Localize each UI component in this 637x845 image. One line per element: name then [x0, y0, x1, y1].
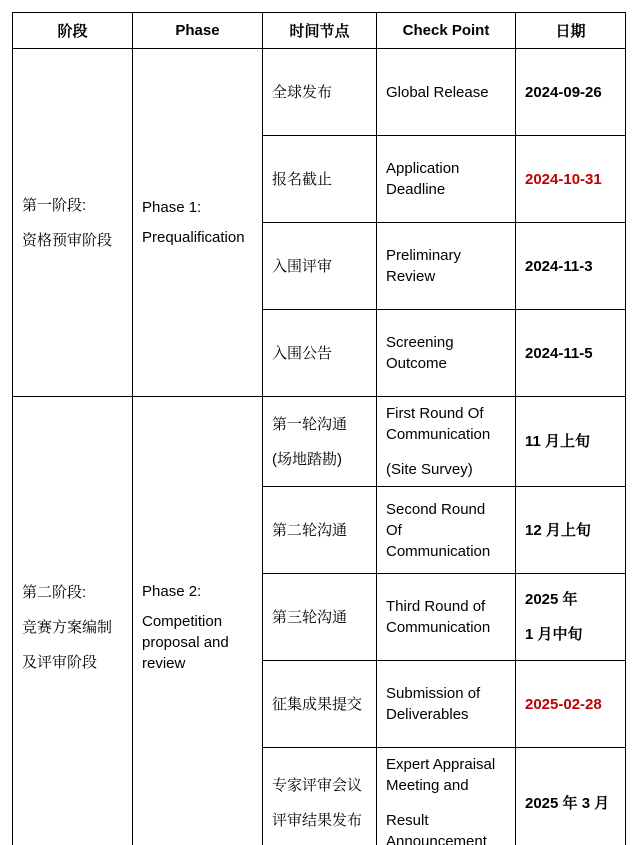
date-cell — [516, 397, 626, 487]
checkpoint-line: Second Round Of Communication — [386, 500, 491, 560]
stage-line: 及评审阶段 — [22, 654, 98, 671]
stage-line: 资格预审阶段 — [22, 231, 113, 249]
date-cell — [516, 487, 626, 574]
check-point-cell — [377, 310, 516, 397]
check-point-cell — [377, 748, 516, 845]
check-point-cell — [377, 397, 516, 487]
date-line: 2024-09-26 — [525, 83, 602, 101]
node-line: 第二轮沟通 — [272, 521, 348, 539]
header-row — [13, 13, 626, 49]
check-point-cell — [377, 574, 516, 661]
node-line: 报名截止 — [272, 170, 333, 188]
checkpoint-line: First Round Of Communication — [386, 405, 491, 443]
time-node-cell — [263, 49, 377, 136]
checkpoint-line: Preliminary Review — [386, 247, 462, 285]
date-line: 2025 年 — [525, 591, 578, 608]
header-cell-check-point-en: Check Point — [377, 13, 516, 49]
checkpoint-line: Application Deadline — [386, 160, 460, 198]
check-point-cell — [377, 487, 516, 574]
node-line: 评审结果发布 — [272, 812, 363, 829]
stage-line: 第一阶段: — [22, 196, 87, 214]
time-node-cell — [263, 136, 377, 223]
checkpoint-line: Submission of Deliverables — [386, 685, 481, 723]
date-line: 2025 年 3 月 — [525, 794, 610, 812]
phase-line: Phase 1: — [142, 199, 202, 216]
date-line: 2024-10-31 — [525, 170, 602, 188]
checkpoint-line: Expert Appraisal Meeting and — [386, 756, 496, 794]
stage-line: 第二阶段: — [22, 584, 87, 601]
phase-line: Competition proposal and review — [142, 613, 229, 672]
time-node-cell — [263, 748, 377, 845]
header-cell-date: 日期 — [516, 13, 626, 49]
date-line: 2024-11-5 — [525, 344, 593, 362]
check-point-cell — [377, 136, 516, 223]
checkpoint-line: (Site Survey) — [386, 461, 473, 478]
time-node-cell — [263, 574, 377, 661]
phase-cell-phase-1 — [133, 49, 263, 397]
node-line: 入围公告 — [272, 344, 333, 362]
node-line: 征集成果提交 — [272, 695, 363, 713]
checkpoint-line: Result Announcement — [386, 812, 487, 845]
time-node-cell — [263, 397, 377, 487]
node-line: 全球发布 — [272, 83, 333, 101]
phase-cell-phase-2 — [133, 397, 263, 845]
time-node-cell — [263, 310, 377, 397]
node-line: 第一轮沟通 — [272, 415, 348, 433]
phase-line: Phase 2: — [142, 583, 202, 600]
table-row — [13, 49, 626, 136]
date-cell — [516, 136, 626, 223]
time-node-cell — [263, 487, 377, 574]
check-point-cell — [377, 49, 516, 136]
stage-cell-phase-2 — [13, 397, 133, 845]
header-cell-time-node-cn: 时间节点 — [263, 13, 377, 49]
stage-cell-phase-1 — [13, 49, 133, 397]
node-line: 专家评审会议 — [272, 777, 363, 794]
check-point-cell — [377, 661, 516, 748]
time-node-cell — [263, 661, 377, 748]
checkpoint-line: Global Release — [386, 83, 489, 101]
date-cell — [516, 49, 626, 136]
date-cell — [516, 310, 626, 397]
date-line: 12 月上旬 — [525, 521, 591, 539]
schedule-table — [12, 12, 626, 845]
node-line: (场地踏勘) — [272, 450, 342, 468]
stage-line: 竞赛方案编制 — [22, 619, 113, 636]
node-line: 第三轮沟通 — [272, 608, 348, 626]
date-line: 1 月中旬 — [525, 626, 583, 643]
time-node-cell — [263, 223, 377, 310]
node-line: 入围评审 — [272, 257, 333, 275]
date-cell — [516, 223, 626, 310]
date-line: 2024-11-3 — [525, 257, 593, 275]
date-cell — [516, 661, 626, 748]
checkpoint-line: Third Round of Communication — [386, 598, 491, 636]
phase-line: Prequalification — [142, 229, 245, 246]
date-line: 2025-02-28 — [525, 695, 602, 713]
table-row — [13, 397, 626, 487]
header-cell-stage-cn: 阶段 — [13, 13, 133, 49]
date-cell — [516, 574, 626, 661]
date-line: 11 月上旬 — [525, 433, 591, 450]
date-cell — [516, 748, 626, 845]
check-point-cell — [377, 223, 516, 310]
header-cell-phase-en: Phase — [133, 13, 263, 49]
checkpoint-line: Screening Outcome — [386, 334, 454, 372]
